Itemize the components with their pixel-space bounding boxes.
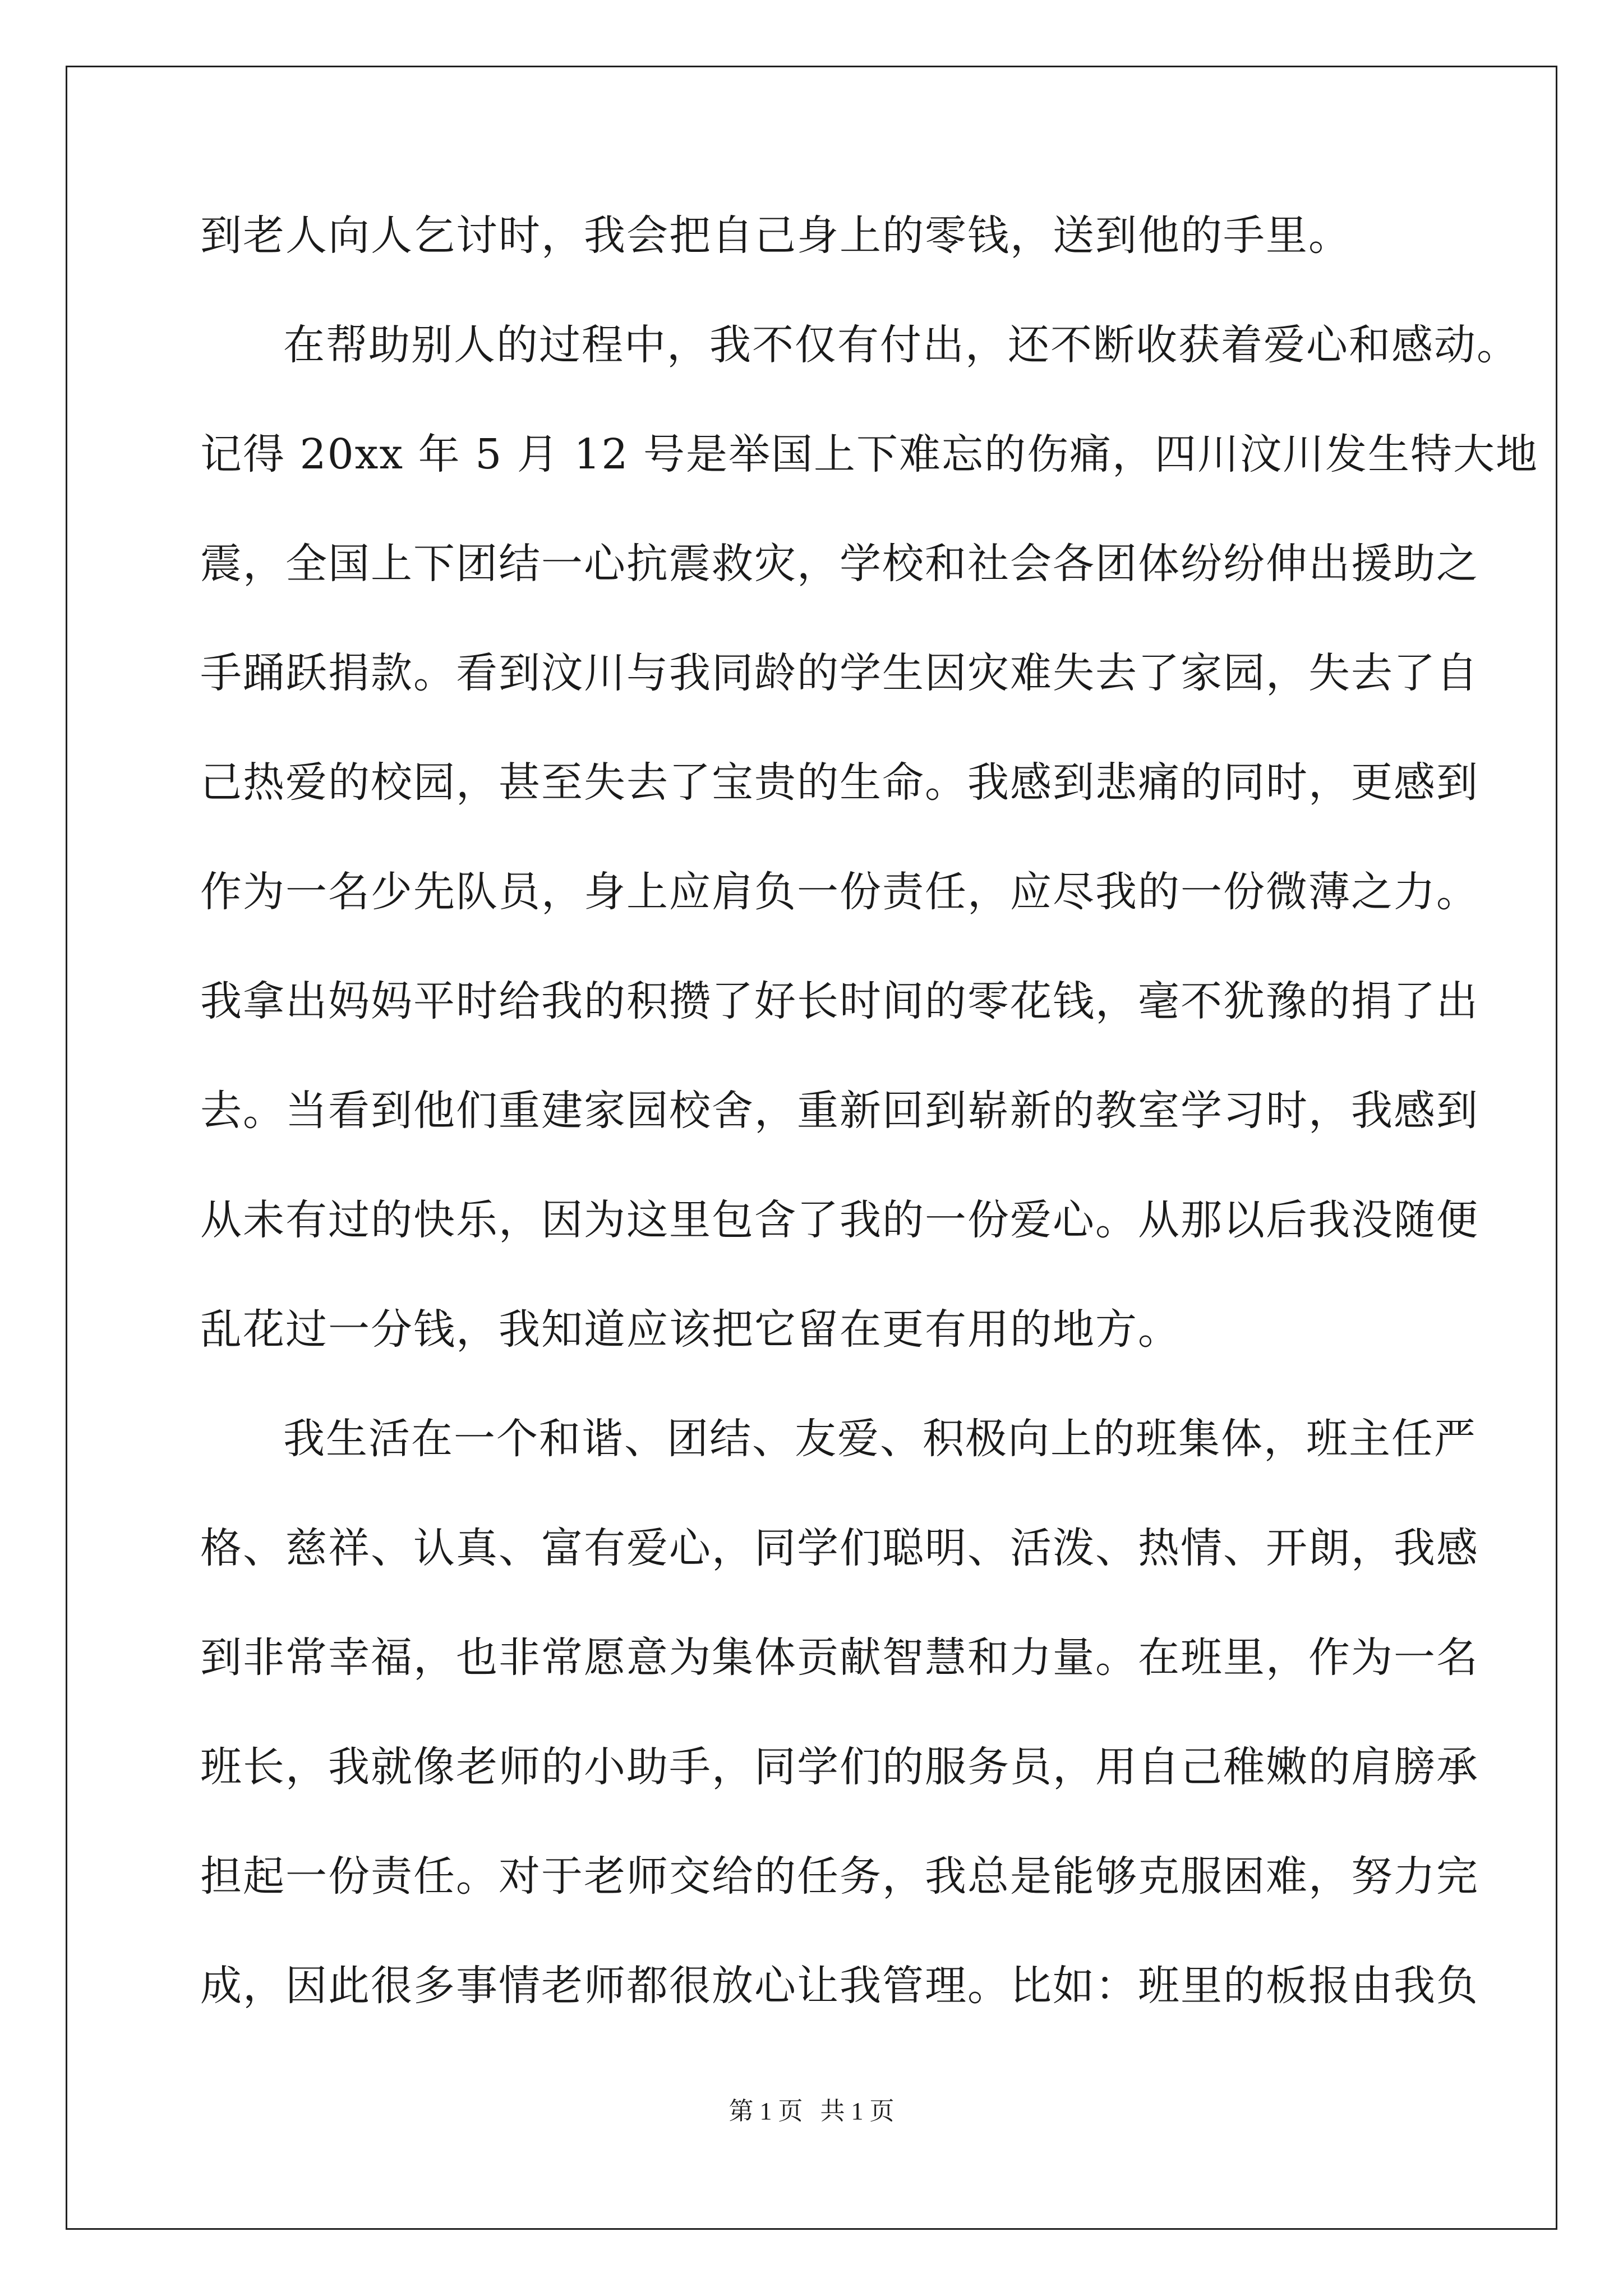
- body-line: 己热爱的校园，甚至失去了宝贵的生命。我感到悲痛的同时，更感到: [200, 758, 1479, 807]
- paragraph-start-line: 我生活在一个和谐、团结、友爱、积极向上的班集体，班主任严: [283, 1415, 1477, 1463]
- body-line: 我拿出妈妈平时给我的积攒了好长时间的零花钱，毫不犹豫的捐了出: [200, 977, 1479, 1025]
- body-line: 到老人向人乞讨时，我会把自己身上的零钱，送到他的手里。: [200, 211, 1351, 260]
- body-line: 乱花过一分钱，我知道应该把它留在更有用的地方。: [200, 1305, 1181, 1354]
- body-line: 班长，我就像老师的小助手，同学们的服务员，用自己稚嫩的肩膀承: [200, 1743, 1479, 1791]
- body-line: 作为一名少先队员，身上应肩负一份责任，应尽我的一份微薄之力。: [200, 868, 1479, 916]
- body-line: 担起一份责任。对于老师交给的任务，我总是能够克服困难，努力完: [200, 1852, 1479, 1901]
- page-total: 共 1 页: [820, 2097, 895, 2125]
- body-line: 从未有过的快乐，因为这里包含了我的一份爱心。从那以后我没随便: [200, 1196, 1479, 1244]
- body-line: 格、慈祥、认真、富有爱心，同学们聪明、活泼、热情、开朗，我感: [200, 1524, 1479, 1572]
- body-line: 手踊跃捐款。看到汶川与我同龄的学生因灾难失去了家园，失去了自: [200, 649, 1479, 697]
- body-line: 记得 20xx 年 5 月 12 号是举国上下难忘的伤痛，四川汶川发生特大地: [200, 430, 1539, 478]
- body-line: 成，因此很多事情老师都很放心让我管理。比如：班里的板报由我负: [200, 1962, 1479, 2010]
- page-footer: [0, 2095, 1623, 2128]
- body-line: 震，全国上下团结一心抗震救灾，学校和社会各团体纷纷伸出援助之: [200, 540, 1479, 588]
- paragraph-start-line: 在帮助别人的过程中，我不仅有付出，还不断收获着爱心和感动。: [283, 321, 1519, 369]
- body-line: 到非常幸福，也非常愿意为集体贡献智慧和力量。在班里，作为一名: [200, 1634, 1479, 1682]
- page-number: 第 1 页: [728, 2097, 803, 2125]
- page-border: [66, 66, 1557, 2230]
- body-line: 去。当看到他们重建家园校舍，重新回到崭新的教室学习时，我感到: [200, 1087, 1479, 1135]
